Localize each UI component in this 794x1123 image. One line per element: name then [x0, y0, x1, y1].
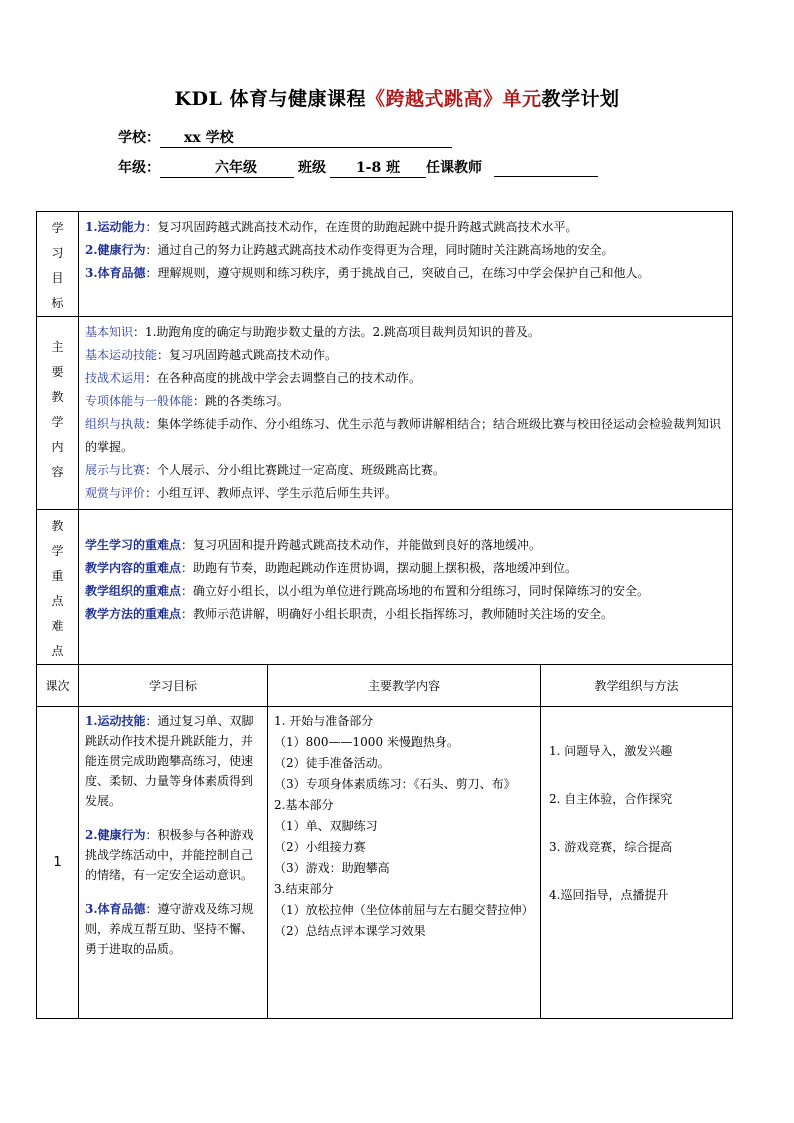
lesson-content-line: （2）总结点评本课学习效果: [274, 924, 426, 938]
method-item: 1. 问题导入，激发兴趣: [549, 744, 673, 758]
lesson-content-line: （3）游戏：助跑攀高: [274, 861, 390, 875]
grade-line: [118, 157, 598, 178]
lesson-row: [37, 707, 733, 1019]
col-header-content: 主要教学内容: [268, 665, 541, 707]
lesson-goal-item: 3.体育品德：遵守游戏及练习规则，养成互帮互助、坚持不懈、勇于进取的品质。: [85, 902, 254, 956]
col-header-lesson: 课次: [37, 665, 79, 707]
lesson-content-line: （3）专项身体素质练习：《石头、剪刀、布》: [274, 777, 516, 791]
teacher-field[interactable]: [494, 160, 598, 177]
objectives-text: [79, 212, 733, 317]
keypoint-item: 教学方法的重难点：教师示范讲解，明确好小组长职责，小组长指挥练习，教师随时关注场的安全。: [85, 607, 614, 621]
lesson-content-line: 3.结束部分: [274, 882, 334, 896]
objectives-label: 学 习 目 标: [37, 212, 79, 317]
school-field[interactable]: xx 学校: [160, 127, 452, 148]
keypoint-item: 教学内容的重难点：助跑有节奏，助跑起跳动作连贯协调，摆动腿上摆积极，落地缓冲到位。: [85, 561, 578, 575]
keypoints-row: [37, 510, 733, 665]
lesson-goals: [79, 707, 268, 1019]
school-label: 学校：: [118, 130, 160, 146]
content-item: 观赏与评价：小组互评、教师点评、学生示范后师生共评。: [85, 486, 398, 500]
page-title: [0, 84, 794, 111]
content-item: 基本运动技能：复习巩固跨越式跳高技术动作。: [85, 348, 338, 362]
objectives-row: [37, 212, 733, 317]
content-item: 基本知识：1.助跑角度的确定与助跑步数丈量的方法。2.跳高项目裁判员知识的普及。: [85, 325, 540, 339]
lesson-number: 1: [37, 707, 79, 1019]
title-prefix: KDL 体育与健康课程: [174, 88, 366, 110]
content-row: [37, 317, 733, 510]
lesson-header-row: [37, 665, 733, 707]
content-item: 展示与比赛：个人展示、分小组比赛跳过一定高度、班级跳高比赛。: [85, 463, 446, 477]
keypoint-item: 教学组织的重难点：确立好小组长，以小组为单位进行跳高场地的布置和分组练习，同时保障练习的安全。: [85, 584, 650, 598]
lesson-content-line: （1）800——1000 米慢跑热身。: [274, 735, 459, 749]
school-line: [118, 127, 452, 148]
lesson-content-line: 2.基本部分: [274, 798, 334, 812]
method-item: 4.巡回指导，点播提升: [549, 888, 669, 902]
grade-field[interactable]: 六年级: [160, 157, 294, 178]
col-header-goals: 学习目标: [79, 665, 268, 707]
method-item: 3. 游戏竞赛，综合提高: [549, 840, 673, 854]
grade-label: 年级：: [118, 160, 160, 176]
content-label: 主 要 教 学 内 容: [37, 317, 79, 510]
lesson-content: [268, 707, 541, 1019]
class-label: 班级: [298, 160, 326, 176]
content-text: [79, 317, 733, 510]
col-header-methods: 教学组织与方法: [541, 665, 733, 707]
title-suffix: 教学计划: [541, 88, 620, 110]
unit-plan-table: [36, 211, 733, 1019]
content-item: 专项体能与一般体能：跳的各类练习。: [85, 394, 290, 408]
objective-item: 3.体育品德：理解规则，遵守规则和练习秩序，勇于挑战自己，突破自己，在练习中学会保护自己和他人。: [85, 266, 650, 280]
keypoints-label: 教 学 重 点 难 点: [37, 510, 79, 665]
keypoints-text: [79, 510, 733, 665]
method-item: 2. 自主体验，合作探究: [549, 792, 673, 806]
lesson-content-line: （2）徒手准备活动。: [274, 756, 390, 770]
content-item: 组织与执裁：集体学练徒手动作、分小组练习、优生示范与教师讲解相结合；结合班级比赛与校田径运动会检验裁判知识的掌握。: [85, 417, 722, 454]
teacher-label: 任课教师: [426, 160, 482, 176]
lesson-content-line: （2）小组接力赛: [274, 840, 366, 854]
lesson-content-line: 1. 开始与准备部分: [274, 714, 374, 728]
lesson-content-line: （1）放松拉伸（坐位体前屈与左右腿交替拉伸）: [274, 903, 534, 917]
keypoint-item: 学生学习的重难点：复习巩固和提升跨越式跳高技术动作，并能做到良好的落地缓冲。: [85, 538, 542, 552]
objective-item: 1.运动能力：复习巩固跨越式跳高技术动作，在连贯的助跑起跳中提升跨越式跳高技术水平。: [85, 220, 578, 234]
title-unit-name: 《跨越式跳高》单元: [365, 88, 542, 110]
objective-item: 2.健康行为：通过自己的努力让跨越式跳高技术动作变得更为合理，同时随时关注跳高场地的安全。: [85, 243, 614, 257]
lesson-methods: [541, 707, 733, 1019]
lesson-goal-item: 1.运动技能：通过复习单、双脚跳跃动作技术提升跳跃能力，并能连贯完成助跑攀高练习，使速度、柔韧、力量等身体素质得到发展。: [85, 714, 254, 808]
lesson-goal-item: 2.健康行为：积极参与各种游戏挑战学练活动中，并能控制自己的情绪，有一定安全运动意识。: [85, 828, 254, 882]
content-item: 技战术运用：在各种高度的挑战中学会去调整自己的技术动作。: [85, 371, 422, 385]
class-field[interactable]: 1-8 班: [330, 157, 426, 178]
lesson-content-line: （1）单、双脚练习: [274, 819, 378, 833]
